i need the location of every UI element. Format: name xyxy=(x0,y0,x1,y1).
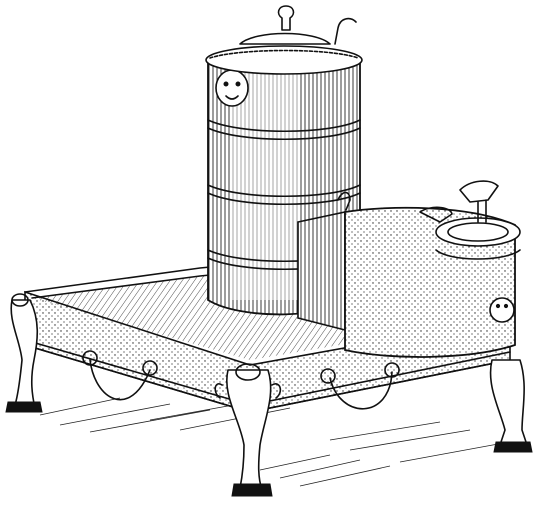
floor-shadow xyxy=(40,398,520,486)
inner-panel xyxy=(298,212,345,330)
firebox xyxy=(345,208,520,357)
leg-right-front xyxy=(491,360,532,452)
tank-lid xyxy=(206,6,362,74)
